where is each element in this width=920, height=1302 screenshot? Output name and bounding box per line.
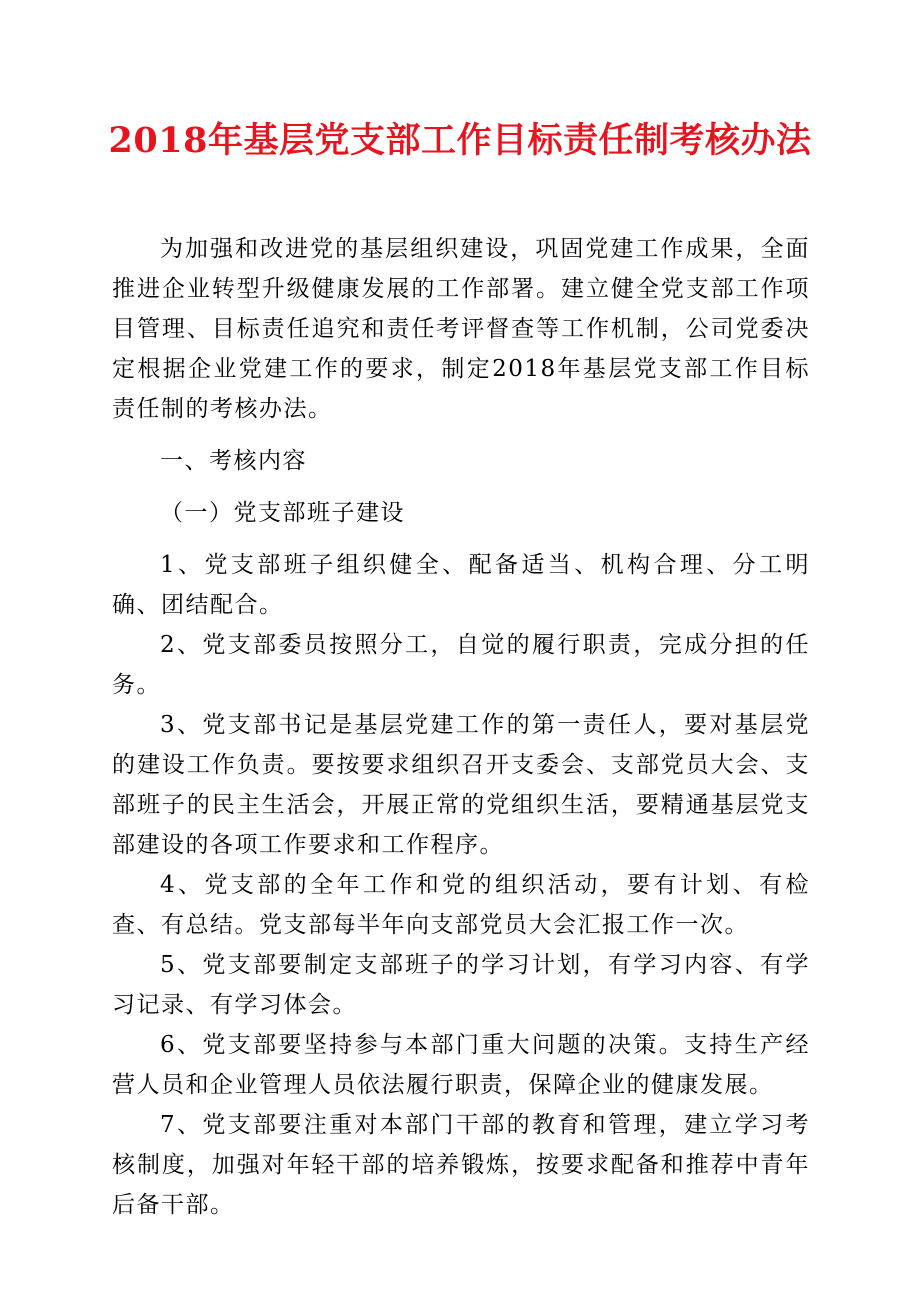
list-item: 4、党支部的全年工作和党的组织活动，要有计划、有检查、有总结。党支部每半年向支部党员大会汇报工作一次。 [112,872,810,938]
list-item: 3、党支部书记是基层党建工作的第一责任人，要对基层党的建设工作负责。要按要求组织召开支委会、支部党员大会、支部班子的民主生活会，开展正常的党组织生活，要精通基层党支部建设的各项工作要求和工作程序。 [112,712,810,858]
list-item: 7、党支部要注重对本部门干部的教育和管理，建立学习考核制度，加强对年轻干部的培养锻炼，按要求配备和推荐中青年后备干部。 [112,1112,810,1218]
intro-paragraph: 为加强和改进党的基层组织建设，巩固党建工作成果，全面推进企业转型升级健康发展的工作部署。建立健全党支部工作项目管理、目标责任追究和责任考评督查等工作机制，公司党委决定根据企业党建工作的要求，制定2018年基层党支部工作目标责任制的考核办法。 [112,236,810,422]
list-item: 1、党支部班子组织健全、配备适当、机构合理、分工明确、团结配合。 [112,552,810,618]
list-item: 6、党支部要坚持参与本部门重大问题的决策。支持生产经营人员和企业管理人员依法履行职责，保障企业的健康发展。 [112,1032,810,1098]
list-item: 2、党支部委员按照分工，自觉的履行职责，完成分担的任务。 [112,632,810,698]
document-body [112,229,810,1225]
subsection-heading: （一）党支部班子建设 [160,500,405,526]
list-item: 5、党支部要制定支部班子的学习计划，有学习内容、有学习记录、有学习体会。 [112,952,810,1018]
section-heading: 一、考核内容 [160,448,307,474]
document-title: 2018年基层党支部工作目标责任制考核办法 [108,120,812,161]
